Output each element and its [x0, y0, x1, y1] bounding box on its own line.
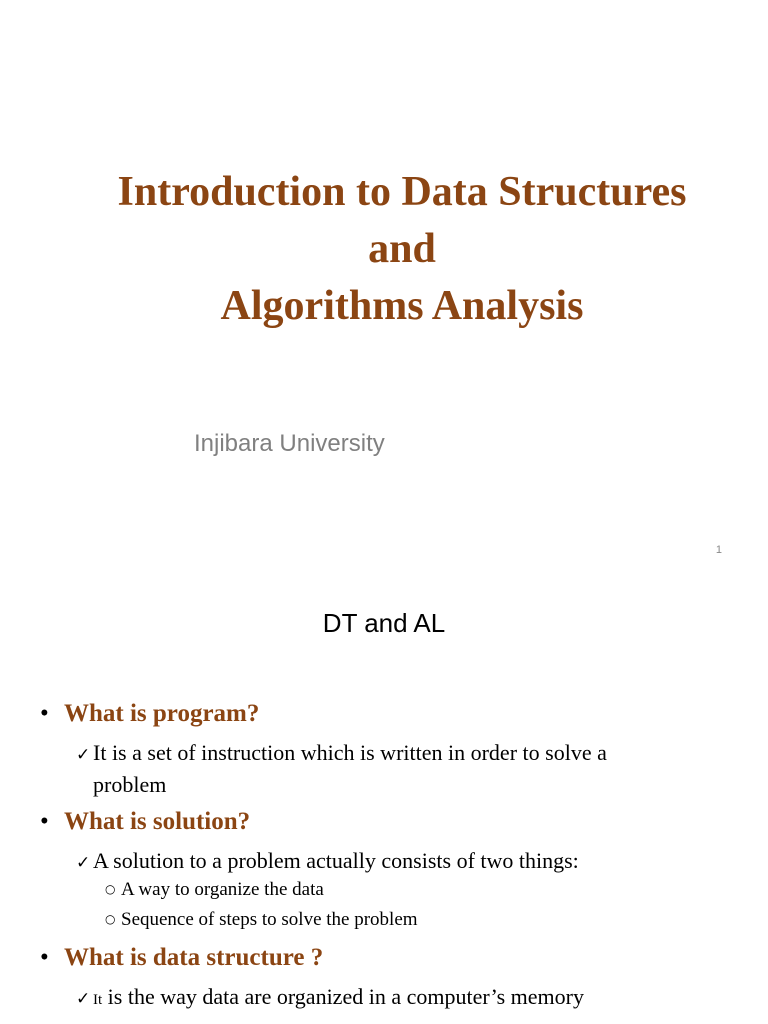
answer-text-continued: problem	[93, 772, 167, 797]
bullet-label: What is solution?	[64, 808, 251, 835]
title-line-3: Algorithms Analysis	[220, 283, 584, 329]
answer-program	[76, 738, 607, 800]
checkmark-icon: ✓	[76, 745, 91, 765]
university-subtitle: Injibara University	[194, 430, 385, 457]
title-line-1: Introduction to Data Structures	[117, 169, 687, 215]
sub-item-text: Sequence of steps to solve the problem	[121, 909, 418, 930]
sub-item-text: A way to organize the data	[121, 879, 324, 900]
bullet-dot-icon: •	[40, 700, 49, 727]
answer-prefix: It	[93, 992, 103, 1008]
answer-text: is the way data are organized in a computer’s memory	[102, 984, 584, 1009]
sub-item-steps	[105, 909, 418, 931]
slide-1-title	[0, 164, 768, 335]
page-number: 1	[715, 544, 722, 556]
answer-solution	[76, 846, 579, 878]
bullet-data-structure	[40, 944, 323, 972]
bullet-label: What is program?	[64, 700, 260, 727]
circle-bullet-icon: ○	[105, 912, 116, 926]
circle-bullet-icon: ○	[105, 882, 116, 896]
bullet-program	[40, 700, 259, 728]
slide-2	[0, 576, 768, 1024]
slide-2-title: DT and AL	[322, 608, 446, 638]
sub-item-organize	[105, 879, 324, 901]
checkmark-icon: ✓	[76, 853, 91, 873]
bullet-dot-icon: •	[40, 808, 49, 835]
bullet-label: What is data structure ?	[64, 944, 324, 971]
answer-data-structure	[76, 982, 584, 1015]
checkmark-icon: ✓	[76, 989, 91, 1009]
bullet-dot-icon: •	[40, 944, 49, 971]
bullet-solution	[40, 808, 250, 836]
answer-text: A solution to a problem actually consists of two things:	[93, 848, 579, 873]
title-line-2: and	[368, 226, 436, 272]
answer-text: It is a set of instruction which is written in order to solve a	[93, 740, 607, 765]
